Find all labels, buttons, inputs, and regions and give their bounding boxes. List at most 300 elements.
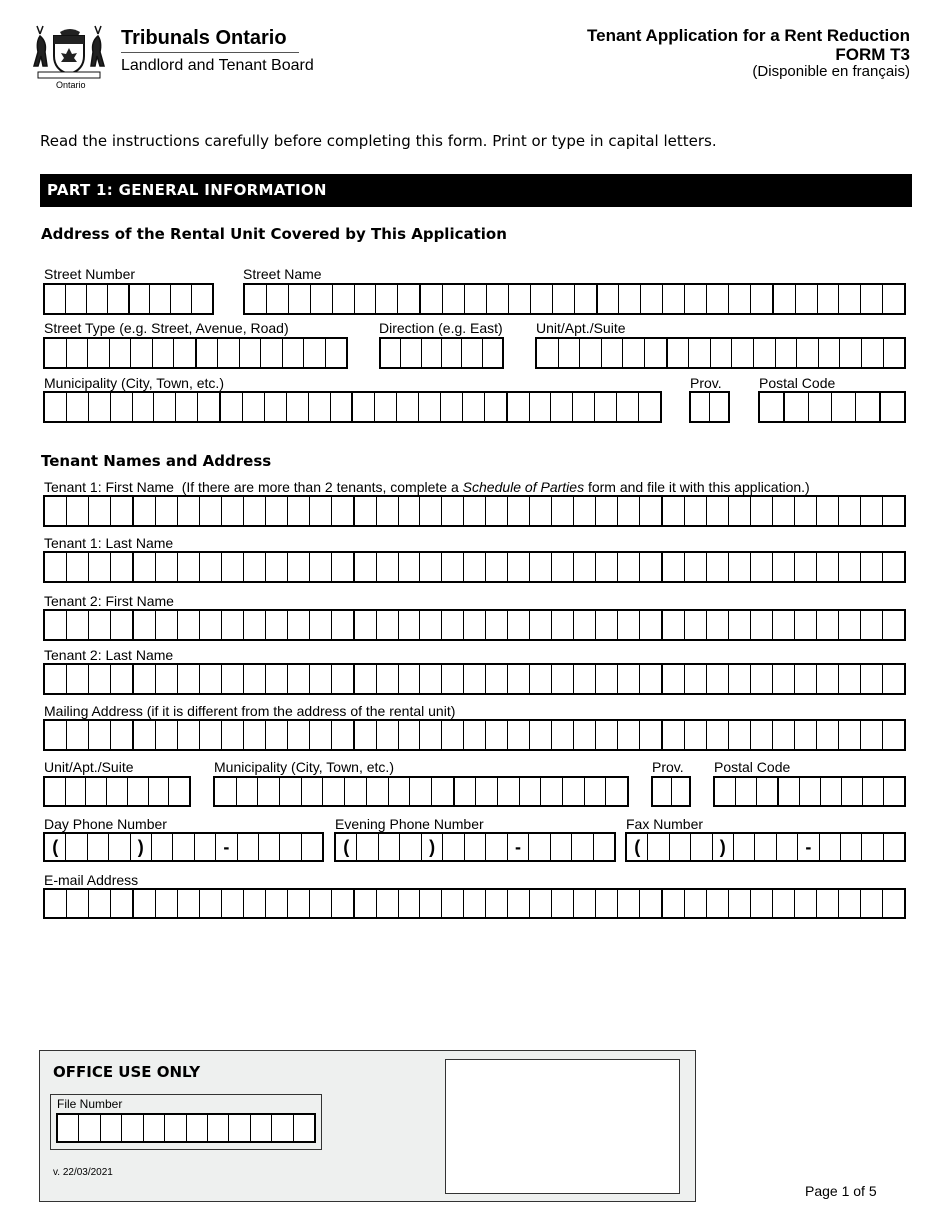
char-box[interactable] bbox=[750, 665, 772, 693]
char-box[interactable] bbox=[879, 393, 904, 421]
prov-field[interactable] bbox=[689, 391, 730, 423]
street-number-field[interactable] bbox=[43, 283, 214, 315]
char-box[interactable] bbox=[376, 497, 398, 525]
char-box[interactable] bbox=[354, 285, 376, 313]
char-box[interactable] bbox=[684, 553, 706, 581]
char-box[interactable] bbox=[799, 778, 820, 805]
char-box[interactable] bbox=[85, 778, 106, 805]
char-box[interactable] bbox=[860, 553, 882, 581]
char-box[interactable] bbox=[818, 339, 840, 367]
char-box[interactable] bbox=[841, 778, 862, 805]
char-box[interactable] bbox=[127, 778, 148, 805]
char-box[interactable] bbox=[808, 393, 832, 421]
char-box[interactable] bbox=[400, 339, 420, 367]
char-box[interactable] bbox=[376, 665, 398, 693]
char-box[interactable] bbox=[772, 665, 794, 693]
char-box[interactable] bbox=[775, 339, 797, 367]
char-box[interactable] bbox=[550, 834, 571, 860]
char-box[interactable] bbox=[572, 393, 594, 421]
char-box[interactable] bbox=[595, 890, 617, 917]
char-box[interactable] bbox=[356, 834, 377, 860]
char-box[interactable] bbox=[661, 890, 684, 917]
char-box[interactable] bbox=[88, 393, 110, 421]
char-box[interactable] bbox=[441, 890, 463, 917]
char-box[interactable] bbox=[777, 778, 799, 805]
char-box[interactable] bbox=[287, 665, 309, 693]
char-box[interactable] bbox=[265, 611, 287, 639]
char-box[interactable] bbox=[173, 339, 195, 367]
char-box[interactable] bbox=[374, 393, 396, 421]
char-box[interactable] bbox=[309, 553, 331, 581]
char-box[interactable] bbox=[573, 497, 595, 525]
char-box[interactable] bbox=[177, 553, 199, 581]
tenant1-last-name-field[interactable] bbox=[43, 551, 906, 583]
char-box[interactable] bbox=[529, 497, 551, 525]
char-box[interactable] bbox=[715, 778, 735, 805]
char-box[interactable] bbox=[617, 497, 639, 525]
char-box[interactable] bbox=[551, 665, 573, 693]
char-box[interactable] bbox=[485, 553, 507, 581]
char-box[interactable] bbox=[260, 339, 282, 367]
char-box[interactable] bbox=[463, 553, 485, 581]
char-box[interactable] bbox=[271, 1115, 292, 1141]
char-box[interactable] bbox=[87, 834, 108, 860]
char-box[interactable] bbox=[155, 497, 177, 525]
char-box[interactable] bbox=[750, 890, 772, 917]
char-box[interactable] bbox=[353, 721, 376, 749]
char-box[interactable] bbox=[616, 393, 638, 421]
char-box[interactable] bbox=[507, 553, 529, 581]
char-box[interactable] bbox=[735, 778, 756, 805]
char-box[interactable] bbox=[170, 285, 191, 313]
char-box[interactable] bbox=[883, 339, 905, 367]
char-box[interactable] bbox=[309, 497, 331, 525]
char-box[interactable] bbox=[519, 778, 541, 805]
char-box[interactable] bbox=[860, 497, 882, 525]
char-box[interactable] bbox=[257, 778, 279, 805]
char-box[interactable] bbox=[617, 611, 639, 639]
char-box[interactable] bbox=[215, 778, 236, 805]
char-box[interactable] bbox=[463, 611, 485, 639]
char-box[interactable] bbox=[639, 665, 661, 693]
char-box[interactable] bbox=[287, 553, 309, 581]
char-box[interactable] bbox=[839, 339, 861, 367]
char-box[interactable] bbox=[601, 339, 623, 367]
char-box[interactable] bbox=[45, 553, 66, 581]
char-box[interactable] bbox=[309, 721, 331, 749]
char-box[interactable] bbox=[419, 890, 441, 917]
char-box[interactable] bbox=[684, 721, 706, 749]
char-box[interactable] bbox=[640, 285, 662, 313]
char-box[interactable] bbox=[309, 890, 331, 917]
char-box[interactable] bbox=[110, 611, 132, 639]
char-box[interactable] bbox=[639, 611, 661, 639]
char-box[interactable] bbox=[110, 665, 132, 693]
char-box[interactable] bbox=[219, 393, 242, 421]
char-box[interactable] bbox=[733, 834, 754, 860]
char-box[interactable] bbox=[772, 721, 794, 749]
char-box[interactable] bbox=[265, 553, 287, 581]
char-box[interactable] bbox=[573, 890, 595, 917]
char-box[interactable] bbox=[794, 611, 816, 639]
char-box[interactable] bbox=[573, 721, 595, 749]
char-box[interactable] bbox=[149, 285, 170, 313]
char-box[interactable] bbox=[529, 890, 551, 917]
char-box[interactable] bbox=[441, 721, 463, 749]
char-box[interactable] bbox=[684, 497, 706, 525]
char-box[interactable] bbox=[537, 339, 558, 367]
char-box[interactable] bbox=[772, 285, 795, 313]
char-box[interactable] bbox=[709, 393, 728, 421]
char-box[interactable] bbox=[45, 890, 66, 917]
char-box[interactable] bbox=[376, 553, 398, 581]
char-box[interactable] bbox=[87, 339, 109, 367]
char-box[interactable] bbox=[595, 665, 617, 693]
char-box[interactable] bbox=[250, 1115, 271, 1141]
char-box[interactable] bbox=[540, 778, 562, 805]
char-box[interactable] bbox=[419, 497, 441, 525]
char-box[interactable] bbox=[441, 497, 463, 525]
char-box[interactable] bbox=[237, 834, 258, 860]
char-box[interactable] bbox=[66, 497, 88, 525]
char-box[interactable] bbox=[398, 611, 420, 639]
char-box[interactable] bbox=[796, 339, 818, 367]
char-box[interactable] bbox=[776, 834, 797, 860]
char-box[interactable] bbox=[191, 285, 212, 313]
char-box[interactable] bbox=[421, 339, 441, 367]
email-field[interactable] bbox=[43, 888, 906, 919]
char-box[interactable] bbox=[485, 834, 506, 860]
char-box[interactable] bbox=[595, 611, 617, 639]
char-box[interactable] bbox=[728, 890, 750, 917]
char-box[interactable] bbox=[109, 339, 131, 367]
char-box[interactable] bbox=[552, 285, 574, 313]
char-box[interactable] bbox=[882, 553, 904, 581]
char-box[interactable] bbox=[661, 665, 684, 693]
char-box[interactable] bbox=[594, 393, 616, 421]
char-box[interactable] bbox=[353, 553, 376, 581]
char-box[interactable] bbox=[331, 665, 353, 693]
char-box[interactable] bbox=[151, 834, 172, 860]
char-box[interactable] bbox=[288, 285, 310, 313]
char-box[interactable] bbox=[838, 611, 860, 639]
char-box[interactable] bbox=[794, 497, 816, 525]
char-box[interactable] bbox=[66, 721, 88, 749]
char-box[interactable] bbox=[279, 834, 300, 860]
char-box[interactable] bbox=[344, 778, 366, 805]
char-box[interactable] bbox=[794, 890, 816, 917]
char-box[interactable] bbox=[639, 553, 661, 581]
char-box[interactable] bbox=[100, 1115, 121, 1141]
char-box[interactable] bbox=[882, 721, 904, 749]
char-box[interactable] bbox=[639, 497, 661, 525]
char-box[interactable] bbox=[45, 721, 66, 749]
char-box[interactable] bbox=[45, 393, 66, 421]
char-box[interactable] bbox=[760, 393, 783, 421]
char-box[interactable] bbox=[132, 611, 155, 639]
char-box[interactable] bbox=[463, 497, 485, 525]
char-box[interactable] bbox=[661, 497, 684, 525]
char-box[interactable] bbox=[366, 778, 388, 805]
char-box[interactable] bbox=[728, 721, 750, 749]
char-box[interactable] bbox=[855, 393, 879, 421]
char-box[interactable] bbox=[485, 611, 507, 639]
char-box[interactable] bbox=[617, 721, 639, 749]
char-box[interactable] bbox=[282, 339, 304, 367]
char-box[interactable] bbox=[529, 611, 551, 639]
char-box[interactable] bbox=[199, 665, 221, 693]
char-box[interactable] bbox=[398, 890, 420, 917]
char-box[interactable] bbox=[706, 553, 728, 581]
char-box[interactable] bbox=[750, 285, 772, 313]
char-box[interactable] bbox=[132, 890, 155, 917]
char-box[interactable] bbox=[322, 778, 344, 805]
char-box[interactable] bbox=[860, 721, 882, 749]
char-box[interactable] bbox=[110, 890, 132, 917]
char-box[interactable] bbox=[507, 890, 529, 917]
char-box[interactable] bbox=[309, 665, 331, 693]
char-box[interactable] bbox=[485, 497, 507, 525]
char-box[interactable] bbox=[177, 721, 199, 749]
char-box[interactable] bbox=[66, 890, 88, 917]
char-box[interactable] bbox=[706, 497, 728, 525]
char-box[interactable] bbox=[258, 834, 279, 860]
char-box[interactable] bbox=[862, 778, 883, 805]
char-box[interactable] bbox=[207, 1115, 228, 1141]
char-box[interactable] bbox=[573, 665, 595, 693]
char-box[interactable] bbox=[243, 611, 265, 639]
char-box[interactable] bbox=[706, 611, 728, 639]
char-box[interactable] bbox=[816, 890, 838, 917]
char-box[interactable] bbox=[506, 393, 529, 421]
char-box[interactable] bbox=[132, 553, 155, 581]
char-box[interactable] bbox=[121, 1115, 142, 1141]
char-box[interactable] bbox=[485, 665, 507, 693]
char-box[interactable] bbox=[618, 285, 640, 313]
char-box[interactable] bbox=[794, 721, 816, 749]
char-box[interactable] bbox=[684, 611, 706, 639]
char-box[interactable] bbox=[199, 611, 221, 639]
char-box[interactable] bbox=[507, 721, 529, 749]
char-box[interactable] bbox=[287, 611, 309, 639]
direction-field[interactable] bbox=[379, 337, 504, 369]
char-box[interactable] bbox=[596, 285, 619, 313]
char-box[interactable] bbox=[463, 890, 485, 917]
char-box[interactable] bbox=[838, 497, 860, 525]
char-box[interactable] bbox=[132, 721, 155, 749]
char-box[interactable] bbox=[221, 611, 243, 639]
char-box[interactable] bbox=[661, 553, 684, 581]
char-box[interactable] bbox=[860, 611, 882, 639]
char-box[interactable] bbox=[464, 834, 485, 860]
char-box[interactable] bbox=[143, 1115, 164, 1141]
char-box[interactable] bbox=[441, 339, 461, 367]
char-box[interactable] bbox=[177, 890, 199, 917]
char-box[interactable] bbox=[882, 665, 904, 693]
char-box[interactable] bbox=[130, 339, 152, 367]
char-box[interactable] bbox=[639, 890, 661, 917]
char-box[interactable] bbox=[221, 553, 243, 581]
char-box[interactable] bbox=[88, 665, 110, 693]
char-box[interactable] bbox=[662, 285, 684, 313]
unit-field[interactable] bbox=[535, 337, 906, 369]
municipality-field[interactable] bbox=[43, 391, 662, 423]
char-box[interactable] bbox=[617, 665, 639, 693]
char-box[interactable] bbox=[242, 393, 264, 421]
char-box[interactable] bbox=[794, 553, 816, 581]
char-box[interactable] bbox=[309, 611, 331, 639]
char-box[interactable] bbox=[228, 1115, 249, 1141]
char-box[interactable] bbox=[58, 1115, 78, 1141]
char-box[interactable] bbox=[65, 778, 86, 805]
char-box[interactable] bbox=[551, 611, 573, 639]
char-box[interactable] bbox=[153, 393, 175, 421]
char-box[interactable] bbox=[861, 834, 882, 860]
char-box[interactable] bbox=[132, 497, 155, 525]
char-box[interactable] bbox=[398, 553, 420, 581]
char-box[interactable] bbox=[573, 553, 595, 581]
char-box[interactable] bbox=[706, 890, 728, 917]
char-box[interactable] bbox=[772, 611, 794, 639]
char-box[interactable] bbox=[508, 285, 530, 313]
char-box[interactable] bbox=[351, 393, 374, 421]
char-box[interactable] bbox=[45, 665, 66, 693]
char-box[interactable] bbox=[816, 611, 838, 639]
char-box[interactable] bbox=[817, 285, 839, 313]
char-box[interactable] bbox=[838, 890, 860, 917]
mailing-municipality-field[interactable] bbox=[213, 776, 629, 807]
char-box[interactable] bbox=[419, 553, 441, 581]
char-box[interactable] bbox=[195, 339, 218, 367]
mailing-address-field[interactable] bbox=[43, 719, 906, 751]
char-box[interactable] bbox=[653, 778, 671, 805]
char-box[interactable] bbox=[728, 665, 750, 693]
char-box[interactable] bbox=[671, 778, 690, 805]
char-box[interactable] bbox=[287, 497, 309, 525]
char-box[interactable] bbox=[661, 721, 684, 749]
char-box[interactable] bbox=[463, 721, 485, 749]
char-box[interactable] bbox=[529, 665, 551, 693]
char-box[interactable] bbox=[453, 778, 476, 805]
street-type-field[interactable] bbox=[43, 337, 348, 369]
char-box[interactable] bbox=[398, 665, 420, 693]
char-box[interactable] bbox=[684, 665, 706, 693]
char-box[interactable] bbox=[217, 339, 239, 367]
char-box[interactable] bbox=[331, 890, 353, 917]
char-box[interactable] bbox=[172, 834, 193, 860]
char-box[interactable] bbox=[529, 393, 551, 421]
char-box[interactable] bbox=[838, 665, 860, 693]
char-box[interactable] bbox=[507, 611, 529, 639]
char-box[interactable] bbox=[551, 721, 573, 749]
char-box[interactable] bbox=[754, 834, 775, 860]
char-box[interactable] bbox=[838, 721, 860, 749]
char-box[interactable] bbox=[860, 665, 882, 693]
char-box[interactable] bbox=[331, 553, 353, 581]
char-box[interactable] bbox=[155, 665, 177, 693]
char-box[interactable] bbox=[398, 721, 420, 749]
char-box[interactable] bbox=[303, 339, 325, 367]
char-box[interactable] bbox=[45, 497, 66, 525]
char-box[interactable] bbox=[266, 285, 288, 313]
char-box[interactable] bbox=[485, 890, 507, 917]
char-box[interactable] bbox=[753, 339, 775, 367]
char-box[interactable] bbox=[353, 497, 376, 525]
char-box[interactable] bbox=[684, 890, 706, 917]
char-box[interactable] bbox=[330, 393, 352, 421]
char-box[interactable] bbox=[684, 285, 706, 313]
char-box[interactable] bbox=[728, 285, 750, 313]
char-box[interactable] bbox=[399, 834, 420, 860]
char-box[interactable] bbox=[507, 665, 529, 693]
char-box[interactable] bbox=[441, 611, 463, 639]
street-name-field[interactable] bbox=[243, 283, 906, 315]
char-box[interactable] bbox=[293, 1115, 314, 1141]
char-box[interactable] bbox=[419, 285, 442, 313]
char-box[interactable] bbox=[310, 285, 332, 313]
char-box[interactable] bbox=[861, 339, 883, 367]
char-box[interactable] bbox=[461, 339, 481, 367]
char-box[interactable] bbox=[860, 285, 882, 313]
char-box[interactable] bbox=[750, 611, 772, 639]
char-box[interactable] bbox=[279, 778, 301, 805]
char-box[interactable] bbox=[551, 553, 573, 581]
char-box[interactable] bbox=[66, 611, 88, 639]
postal-code-field[interactable] bbox=[758, 391, 906, 423]
char-box[interactable] bbox=[186, 1115, 207, 1141]
char-box[interactable] bbox=[573, 611, 595, 639]
char-box[interactable] bbox=[86, 285, 107, 313]
char-box[interactable] bbox=[485, 721, 507, 749]
char-box[interactable] bbox=[617, 553, 639, 581]
char-box[interactable] bbox=[706, 665, 728, 693]
char-box[interactable] bbox=[155, 553, 177, 581]
char-box[interactable] bbox=[78, 1115, 99, 1141]
char-box[interactable] bbox=[88, 553, 110, 581]
char-box[interactable] bbox=[507, 497, 529, 525]
char-box[interactable] bbox=[462, 393, 484, 421]
char-box[interactable] bbox=[381, 339, 400, 367]
char-box[interactable] bbox=[666, 339, 689, 367]
char-box[interactable] bbox=[750, 497, 772, 525]
char-box[interactable] bbox=[661, 611, 684, 639]
char-box[interactable] bbox=[440, 393, 462, 421]
char-box[interactable] bbox=[199, 553, 221, 581]
day-phone-field[interactable] bbox=[43, 832, 324, 862]
char-box[interactable] bbox=[497, 778, 519, 805]
char-box[interactable] bbox=[152, 339, 174, 367]
char-box[interactable] bbox=[584, 778, 606, 805]
char-box[interactable] bbox=[882, 497, 904, 525]
char-box[interactable] bbox=[419, 611, 441, 639]
char-box[interactable] bbox=[728, 553, 750, 581]
char-box[interactable] bbox=[175, 393, 197, 421]
char-box[interactable] bbox=[409, 778, 431, 805]
char-box[interactable] bbox=[441, 665, 463, 693]
char-box[interactable] bbox=[164, 1115, 185, 1141]
char-box[interactable] bbox=[484, 393, 506, 421]
char-box[interactable] bbox=[396, 393, 418, 421]
char-box[interactable] bbox=[750, 553, 772, 581]
evening-phone-field[interactable] bbox=[334, 832, 616, 862]
char-box[interactable] bbox=[529, 553, 551, 581]
char-box[interactable] bbox=[441, 553, 463, 581]
char-box[interactable] bbox=[199, 497, 221, 525]
char-box[interactable] bbox=[579, 339, 601, 367]
char-box[interactable] bbox=[419, 721, 441, 749]
mailing-postal-code-field[interactable] bbox=[713, 776, 906, 807]
char-box[interactable] bbox=[595, 497, 617, 525]
